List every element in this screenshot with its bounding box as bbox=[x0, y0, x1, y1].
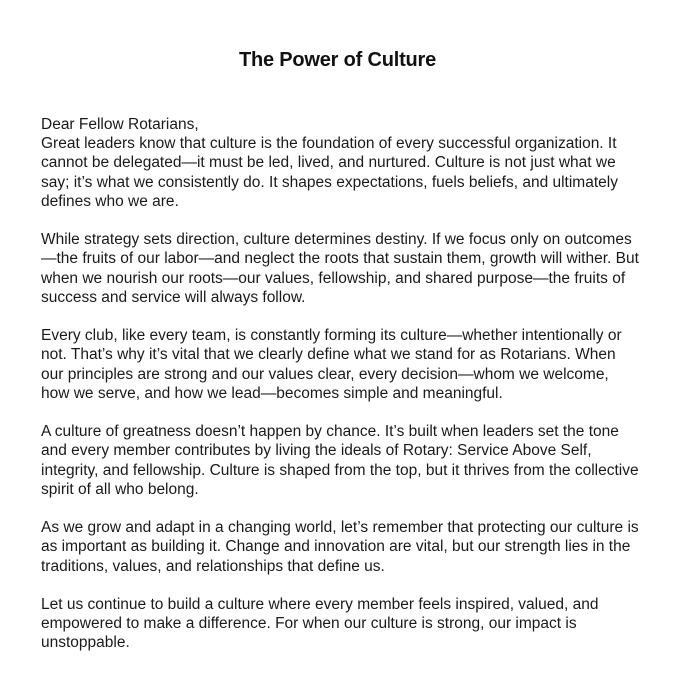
page-title: The Power of Culture bbox=[238, 49, 437, 71]
paragraph-1: Great leaders know that culture is the foundation of every successful organization. It cannot be delegated—it must be led, lived, and nurtured. Culture is not just what we say; it’s what we consistently do. It shapes expectations, fuels beliefs, and ultimately defines who we are. bbox=[41, 135, 618, 210]
salutation: Dear Fellow Rotarians, bbox=[41, 116, 199, 133]
paragraph-4: A culture of greatness doesn’t happen by chance. It’s built when leaders set the tone and every member contributes by living the ideals of Rotary: Service Above Self, integrity, and fellowship. Culture is shaped from the top, but it thrives from the collective spirit of all who belong. bbox=[41, 423, 639, 498]
paragraph-5: As we grow and adapt in a changing world, let’s remember that protecting our culture is as important as building it. Change and innovation are vital, but our strength lies in the traditions, values, and relationships that define us. bbox=[41, 519, 639, 575]
letter-body bbox=[41, 115, 641, 653]
paragraph-6: Let us continue to build a culture where every member feels inspired, valued, and empowered to make a difference. For when our culture is strong, our impact is unstoppable. bbox=[41, 596, 599, 652]
paragraph-3: Every club, like every team, is constantly forming its culture—whether intentionally or not. That’s why it’s vital that we clearly define what we stand for as Rotarians. When our principles are strong and our values clear, every decision—whom we welcome, how we serve, and how we lead—becomes simple and meaningful. bbox=[41, 327, 622, 402]
paragraph-2: While strategy sets direction, culture determines destiny. If we focus only on outcomes—the fruits of our labor—and neglect the roots that sustain them, growth will wither. But when we nourish our roots—our values, fellowship, and shared purpose—the fruits of success and service will always follow. bbox=[41, 231, 639, 306]
